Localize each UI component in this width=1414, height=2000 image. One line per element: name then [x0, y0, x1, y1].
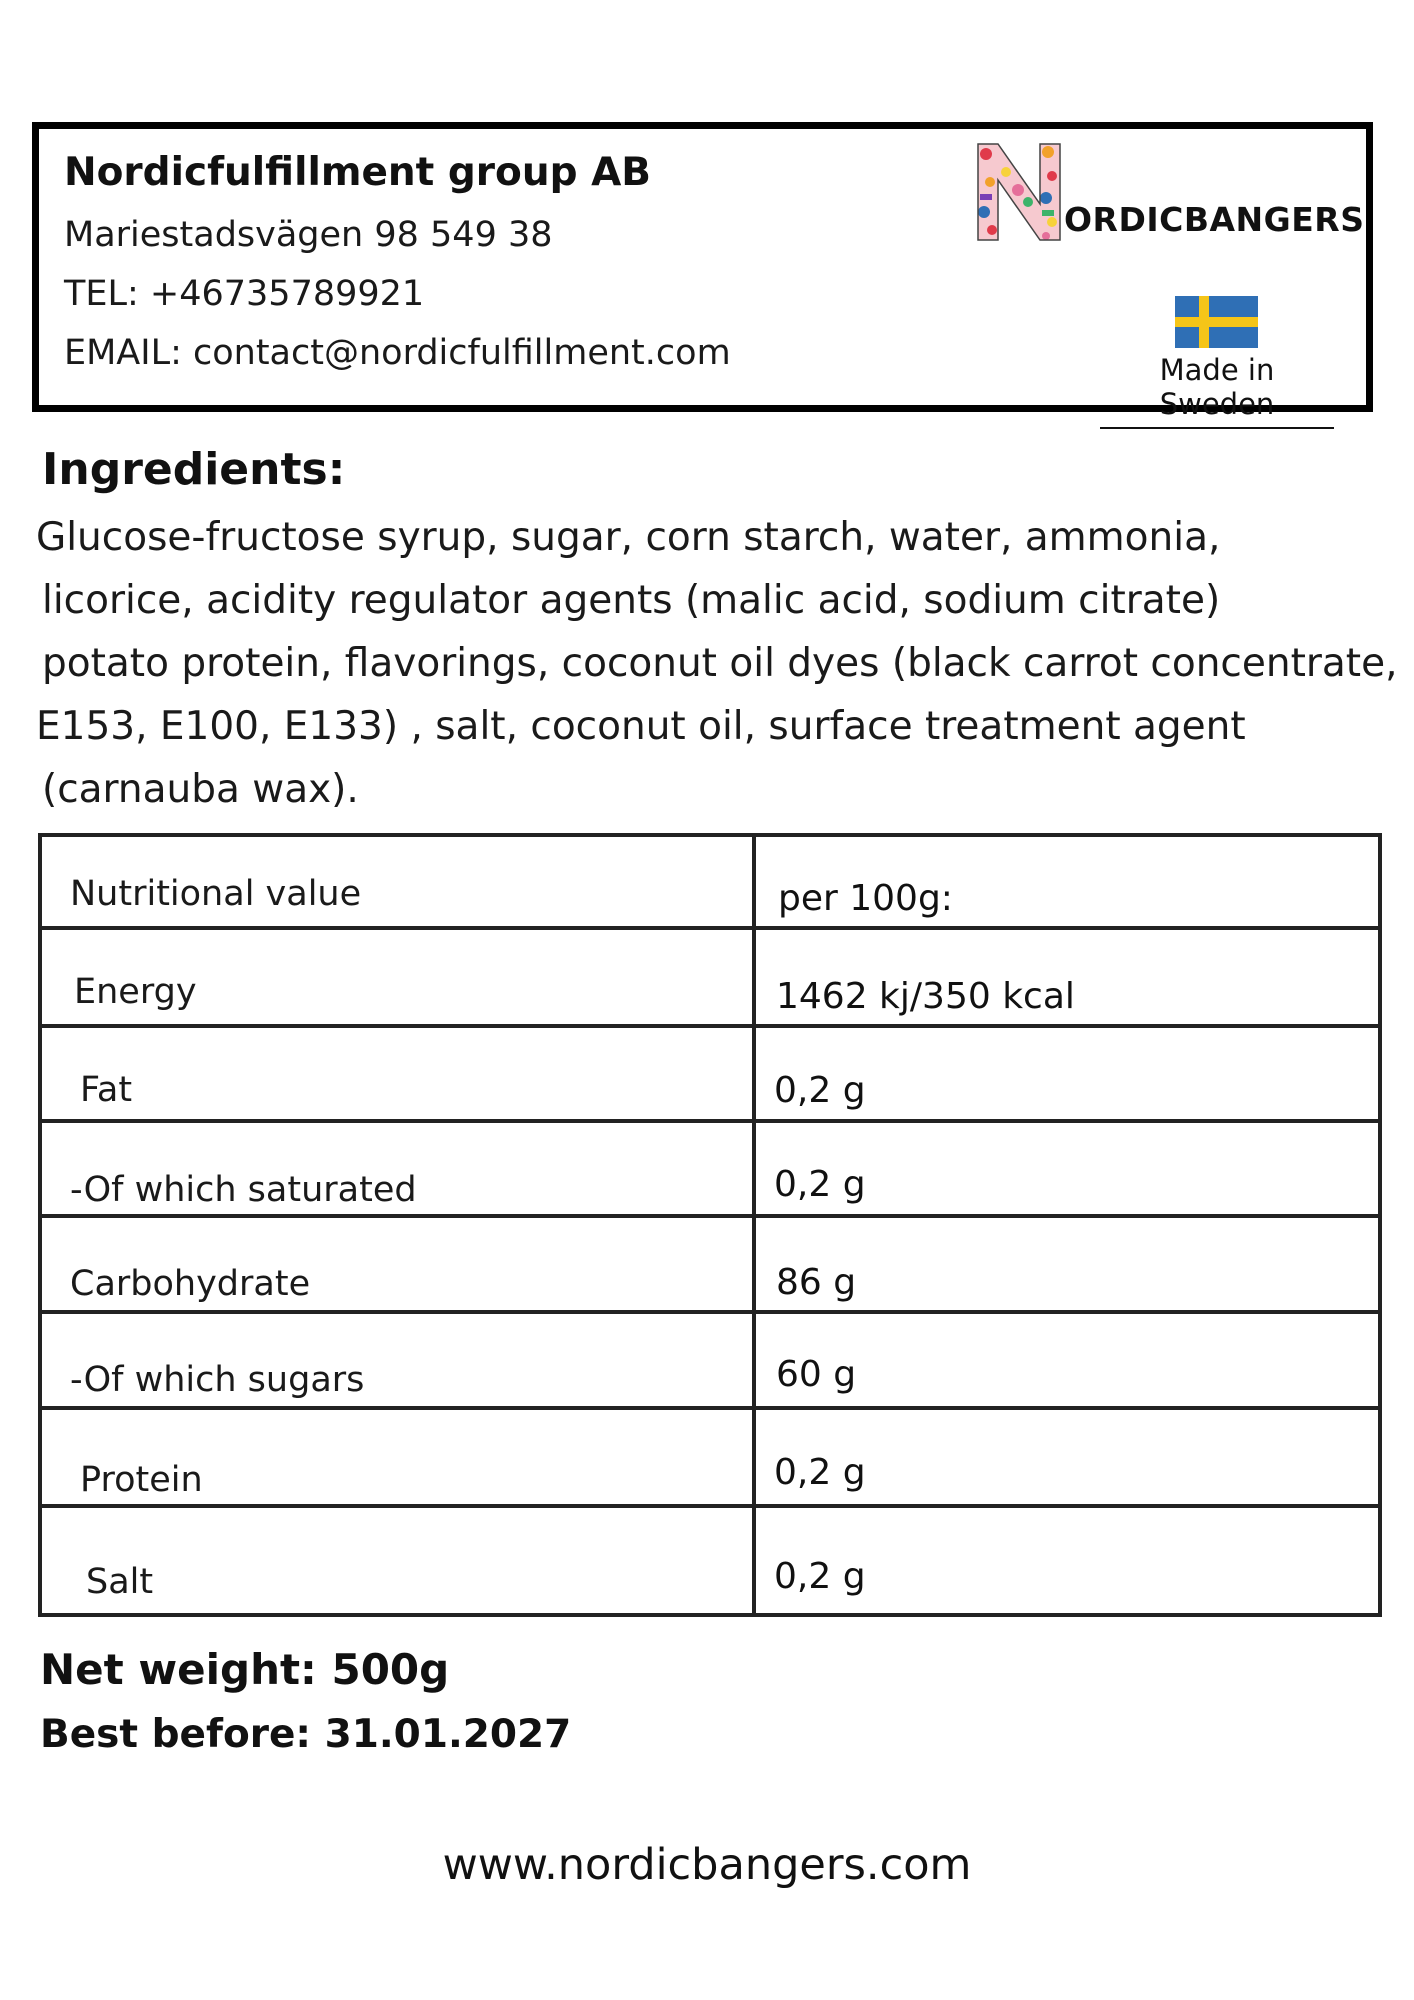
nutrient-value-protein: 0,2 g	[774, 1452, 866, 1493]
nutrition-table	[38, 833, 1382, 1617]
website-url: www.nordicbangers.com	[442, 1840, 972, 1890]
logo-n-icon	[976, 142, 1062, 242]
ingredients-line: licorice, acidity regulator agents (malic acid, sodium citrate)	[42, 578, 1221, 623]
ingredients-line: E153, E100, E133) , salt, coconut oil, surface treatment agent	[36, 704, 1246, 749]
nutrition-column-divider	[752, 833, 756, 1617]
swedish-flag-icon	[1175, 296, 1258, 348]
nutrient-name-carbohydrate: Carbohydrate	[70, 1264, 311, 1304]
nutrient-value-sugars: 60 g	[776, 1354, 857, 1395]
nutrient-name-energy: Energy	[74, 972, 197, 1012]
ingredients-line: Glucose-fructose syrup, sugar, corn starch, water, ammonia,	[36, 515, 1221, 560]
row-divider	[38, 1119, 1382, 1123]
nutrition-header-per: per 100g:	[778, 878, 953, 919]
logo-text: ORDICBANGERS	[1064, 200, 1365, 239]
nutrient-value-salt: 0,2 g	[774, 1556, 866, 1597]
ingredients-title: Ingredients:	[42, 444, 346, 495]
nutrient-value-energy: 1462 kj/350 kcal	[776, 976, 1075, 1017]
net-weight: Net weight: 500g	[40, 1645, 450, 1694]
nutrient-name-saturated: -Of which saturated	[70, 1170, 417, 1210]
row-divider	[38, 1310, 1382, 1314]
company-phone: TEL: +46735789921	[64, 274, 425, 314]
row-divider	[38, 1024, 1382, 1028]
company-address: Mariestadsvägen 98 549 38	[64, 215, 553, 255]
row-divider	[38, 1504, 1382, 1508]
ingredients-line: potato protein, flavorings, coconut oil dyes (black carrot concentrate,	[42, 641, 1398, 686]
brand-logo	[976, 142, 1365, 246]
company-email: EMAIL: contact@nordicfulfillment.com	[64, 333, 731, 373]
nutrient-name-fat: Fat	[80, 1070, 133, 1110]
row-divider	[38, 1214, 1382, 1218]
row-divider	[38, 926, 1382, 930]
nutrient-name-sugars: -Of which sugars	[70, 1360, 365, 1400]
row-divider	[38, 1406, 1382, 1410]
ingredients-line: (carnauba wax).	[42, 767, 359, 812]
company-name: Nordicfulfillment group AB	[64, 150, 651, 195]
nutrient-value-carbohydrate: 86 g	[776, 1262, 857, 1303]
best-before-date: Best before: 31.01.2027	[40, 1712, 572, 1757]
made-in-label: Made in Sweden	[1100, 353, 1334, 429]
nutrient-value-fat: 0,2 g	[774, 1070, 866, 1111]
nutrient-value-saturated: 0,2 g	[774, 1164, 866, 1205]
nutrient-name-protein: Protein	[80, 1460, 203, 1500]
nutrition-header-label: Nutritional value	[70, 874, 362, 914]
nutrient-name-salt: Salt	[86, 1562, 154, 1602]
